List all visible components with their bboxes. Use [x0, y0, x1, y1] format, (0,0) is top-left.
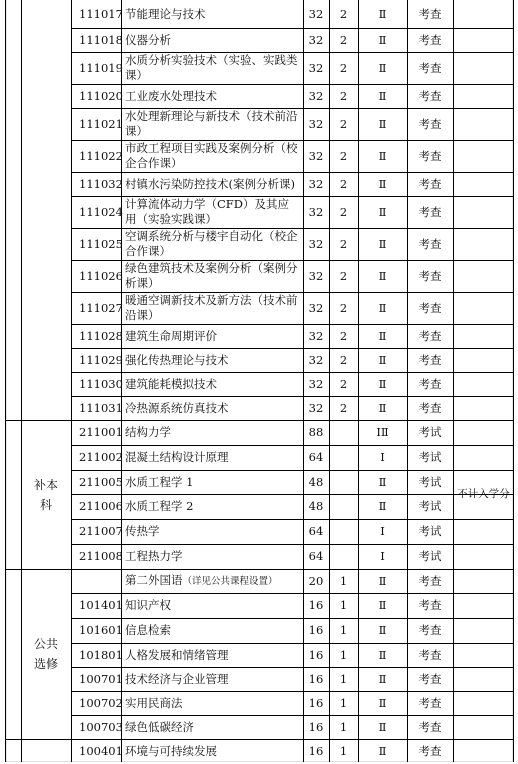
course-name	[121, 28, 303, 52]
course-name	[121, 470, 303, 494]
course-hours: 16	[308, 743, 324, 758]
course-semester: Ⅱ	[378, 719, 387, 734]
course-semester: Ⅱ	[378, 268, 387, 283]
course-name	[121, 494, 303, 519]
course-name-text: 信息检索	[125, 623, 171, 637]
course-hours: 32	[308, 352, 324, 367]
course-name	[121, 445, 303, 470]
course-name	[121, 140, 303, 172]
course-hours: 32	[308, 116, 324, 131]
course-credits: 2	[339, 60, 348, 75]
course-assessment: 考查	[418, 116, 442, 131]
course-semester: Ⅱ	[378, 328, 387, 343]
course-credits: 1	[339, 598, 348, 612]
course-code: 111018	[79, 32, 123, 47]
course-name-text: 强化传热理论与技术	[125, 352, 229, 367]
course-credits: 1	[339, 743, 348, 758]
course-hours: 16	[308, 647, 324, 662]
course-hours: 88	[308, 425, 324, 439]
course-hours: 64	[308, 524, 324, 538]
course-credits: 2	[339, 300, 348, 315]
course-code: 211008	[79, 549, 123, 563]
course-assessment: 考查	[418, 268, 442, 283]
course-code: 111030	[79, 376, 123, 391]
course-code: 211005	[79, 474, 123, 489]
course-assessment: 考查	[418, 6, 442, 21]
course-code: 211007	[79, 524, 123, 538]
course-code: 111017	[79, 6, 123, 21]
course-semester: Ⅱ	[378, 352, 387, 367]
course-code	[71, 569, 121, 593]
course-name-note: （详见公共课程设置）	[182, 576, 278, 587]
course-semester: Ⅱ	[378, 400, 387, 415]
course-hours: 16	[308, 623, 324, 637]
course-name-text: 节能理论与技术	[125, 6, 206, 21]
course-code: 211006	[79, 499, 123, 513]
course-name	[121, 396, 303, 420]
course-code: 100701	[79, 671, 123, 686]
course-assessment: 考查	[418, 148, 442, 163]
course-assessment: 考查	[418, 743, 442, 758]
course-hours: 64	[308, 450, 324, 464]
course-name-text: 技术经济与企业管理	[125, 671, 229, 686]
course-name-text: 空调系统分析与楼宇自动化（校企合作课）	[125, 229, 298, 258]
course-semester: Ⅱ	[378, 573, 387, 588]
course-credits: 2	[339, 204, 348, 219]
course-code: 111031	[79, 400, 123, 415]
course-credits: 2	[339, 268, 348, 283]
course-hours: 48	[308, 499, 324, 513]
course-hours: 32	[308, 88, 324, 103]
course-hours: 32	[308, 300, 324, 315]
course-semester: Ⅱ	[378, 743, 387, 758]
course-table	[5, 0, 514, 762]
course-name	[121, 84, 303, 108]
course-hours: 32	[308, 400, 324, 415]
course-assessment: 考试	[418, 474, 442, 489]
course-name-text: 实用民商法	[125, 695, 183, 710]
course-hours: 20	[308, 573, 324, 588]
course-name-text: 混凝土结构设计原理	[125, 450, 229, 464]
course-name	[121, 348, 303, 372]
course-semester: Ⅱ	[378, 671, 387, 686]
course-credits	[329, 470, 358, 494]
course-credits: 2	[339, 400, 348, 415]
course-name	[121, 420, 303, 445]
course-code: 111024	[79, 204, 123, 219]
course-name	[121, 618, 303, 643]
course-credits	[329, 519, 358, 544]
course-name	[121, 372, 303, 396]
course-hours: 16	[308, 695, 324, 710]
course-name	[121, 739, 303, 763]
course-name-text: 水质分析实验技术（实验、实践类课）	[125, 53, 298, 82]
course-code: 111021	[79, 116, 123, 131]
course-name-text: 水质工程学 1	[125, 474, 194, 489]
course-name	[121, 172, 303, 196]
course-name	[121, 667, 303, 691]
course-hours: 32	[308, 148, 324, 163]
course-name-text: 水质工程学 2	[125, 499, 194, 513]
course-semester: Ⅱ	[378, 6, 387, 21]
course-name	[121, 593, 303, 618]
course-credits: 2	[339, 88, 348, 103]
course-name-text: 村镇水污染防控技术(案例分析课)	[125, 176, 295, 191]
course-code: 111028	[79, 328, 123, 343]
course-code: 111020	[79, 88, 123, 103]
course-semester: Ⅱ	[378, 32, 387, 47]
course-hours: 48	[308, 474, 324, 489]
course-assessment: 考查	[418, 204, 442, 219]
course-assessment: 考试	[418, 499, 442, 513]
course-credits: 2	[339, 352, 348, 367]
course-credits	[329, 494, 358, 519]
course-name-text: 绿色建筑技术及案例分析（案例分析课）	[125, 261, 298, 290]
course-hours: 16	[308, 598, 324, 612]
course-name-text: 结构力学	[125, 425, 171, 439]
group-label-supplementary: 补本 科	[33, 477, 58, 512]
course-credits: 2	[339, 376, 348, 391]
course-name	[121, 715, 303, 739]
course-credits: 2	[339, 6, 348, 21]
course-name-text: 工程热力学	[125, 549, 183, 563]
course-hours: 32	[308, 32, 324, 47]
course-name-text: 水处理新理论与新技术（技术前沿课）	[125, 109, 298, 138]
course-assessment: 考查	[418, 598, 442, 612]
course-credits: 1	[339, 623, 348, 637]
course-semester: ⅠⅡ	[376, 425, 389, 439]
course-semester: Ⅱ	[378, 499, 387, 513]
course-hours: 64	[308, 549, 324, 563]
course-name-text: 第二外国语（详见公共课程设置）	[125, 573, 278, 587]
course-semester: Ⅱ	[378, 623, 387, 637]
course-semester: Ⅱ	[378, 598, 387, 612]
course-assessment: 考查	[418, 671, 442, 686]
course-name	[121, 569, 303, 593]
course-name-text: 传热学	[125, 524, 160, 538]
course-name	[121, 0, 303, 28]
course-hours: 32	[308, 328, 324, 343]
course-name-text: 仪器分析	[125, 32, 171, 47]
course-hours: 32	[308, 236, 324, 251]
course-name	[121, 292, 303, 324]
course-semester: Ⅱ	[378, 647, 387, 662]
course-assessment: 考查	[418, 352, 442, 367]
course-name-text: 计算流体动力学（CFD）及其应用（实验实践课）	[125, 197, 289, 226]
course-assessment: 考查	[418, 719, 442, 734]
course-name	[121, 196, 303, 228]
course-assessment: 考查	[418, 236, 442, 251]
course-assessment: 考试	[418, 524, 442, 538]
course-hours: 32	[308, 268, 324, 283]
course-name-text: 知识产权	[125, 598, 171, 612]
course-assessment: 考试	[418, 425, 442, 439]
course-credits: 1	[339, 647, 348, 662]
course-code: 100703	[79, 719, 123, 734]
course-name-text: 市政工程项目实践及案例分析（校企合作课）	[125, 141, 298, 170]
course-semester: Ⅱ	[378, 300, 387, 315]
course-code: 100702	[79, 695, 123, 710]
course-credits: 1	[339, 573, 348, 588]
course-assessment: 考试	[418, 450, 442, 464]
course-semester: Ⅱ	[378, 176, 387, 191]
group-label-public-elective: 公共 选修	[33, 637, 58, 671]
course-name	[121, 324, 303, 348]
course-semester: Ⅱ	[378, 60, 387, 75]
course-name-text: 冷热源系统仿真技术	[125, 400, 229, 415]
course-semester: Ⅱ	[378, 376, 387, 391]
course-assessment: 考查	[418, 695, 442, 710]
course-assessment: 考查	[418, 300, 442, 315]
course-assessment: 考查	[418, 32, 442, 47]
course-assessment: 考查	[418, 400, 442, 415]
course-code: 211002	[79, 450, 123, 464]
course-assessment: 考查	[418, 88, 442, 103]
course-code: 111025	[79, 236, 123, 251]
course-name	[121, 691, 303, 715]
course-name-text: 人格发展和情绪管理	[125, 647, 229, 662]
course-semester: Ⅰ	[380, 549, 385, 563]
course-code: 211001	[79, 425, 123, 439]
course-credits: 1	[339, 671, 348, 686]
course-semester: Ⅱ	[378, 148, 387, 163]
course-name	[121, 643, 303, 667]
course-semester: Ⅱ	[378, 88, 387, 103]
course-code: 111022	[79, 148, 123, 163]
course-assessment: 考试	[418, 549, 442, 563]
course-code: 100401	[79, 743, 123, 758]
course-hours: 16	[308, 671, 324, 686]
course-credits	[329, 544, 358, 569]
course-credits: 1	[339, 695, 348, 710]
course-credits: 2	[339, 148, 348, 163]
note-no-credit: 不计入学分	[457, 488, 510, 500]
course-semester: Ⅰ	[380, 524, 385, 538]
course-assessment: 考查	[418, 328, 442, 343]
course-name-text: 绿色低碳经济	[125, 719, 194, 734]
course-semester: Ⅱ	[378, 474, 387, 489]
course-code: 101401	[79, 598, 123, 612]
course-assessment: 考查	[418, 176, 442, 191]
course-semester: Ⅱ	[378, 204, 387, 219]
course-semester: Ⅱ	[378, 695, 387, 710]
course-credits: 1	[339, 719, 348, 734]
course-name-text: 建筑能耗模拟技术	[125, 376, 217, 391]
course-name	[121, 108, 303, 140]
course-semester: Ⅱ	[378, 236, 387, 251]
course-assessment: 考查	[418, 623, 442, 637]
course-code: 111032	[79, 176, 123, 191]
course-credits: 2	[339, 32, 348, 47]
course-credits	[329, 445, 358, 470]
course-credits	[329, 420, 358, 445]
course-semester: Ⅱ	[378, 116, 387, 131]
course-assessment: 考查	[418, 573, 442, 588]
course-name	[121, 544, 303, 569]
course-hours: 32	[308, 376, 324, 391]
course-name	[121, 260, 303, 292]
course-name-text: 环境与可持续发展	[125, 743, 217, 758]
course-assessment: 考查	[418, 647, 442, 662]
course-code: 101601	[79, 623, 123, 637]
course-semester: Ⅰ	[380, 450, 385, 464]
course-credits: 2	[339, 328, 348, 343]
course-name	[121, 52, 303, 84]
course-assessment: 考查	[418, 60, 442, 75]
course-hours: 32	[308, 204, 324, 219]
course-credits: 2	[339, 116, 348, 131]
course-hours: 32	[308, 176, 324, 191]
course-code: 111027	[79, 300, 123, 315]
course-hours: 16	[308, 719, 324, 734]
course-code: 111026	[79, 268, 123, 283]
course-code: 111029	[79, 352, 123, 367]
course-name-text: 暖通空调新技术及新方法（技术前沿课）	[125, 293, 298, 322]
course-code: 111019	[79, 60, 123, 75]
course-hours: 32	[308, 60, 324, 75]
course-name-text: 建筑生命周期评价	[125, 328, 217, 343]
course-credits: 2	[339, 176, 348, 191]
course-name	[121, 228, 303, 260]
course-hours: 32	[308, 6, 324, 21]
course-code: 101801	[79, 647, 123, 662]
course-credits: 2	[339, 236, 348, 251]
course-name	[121, 519, 303, 544]
course-assessment: 考查	[418, 376, 442, 391]
course-name-text: 工业废水处理技术	[125, 88, 217, 103]
